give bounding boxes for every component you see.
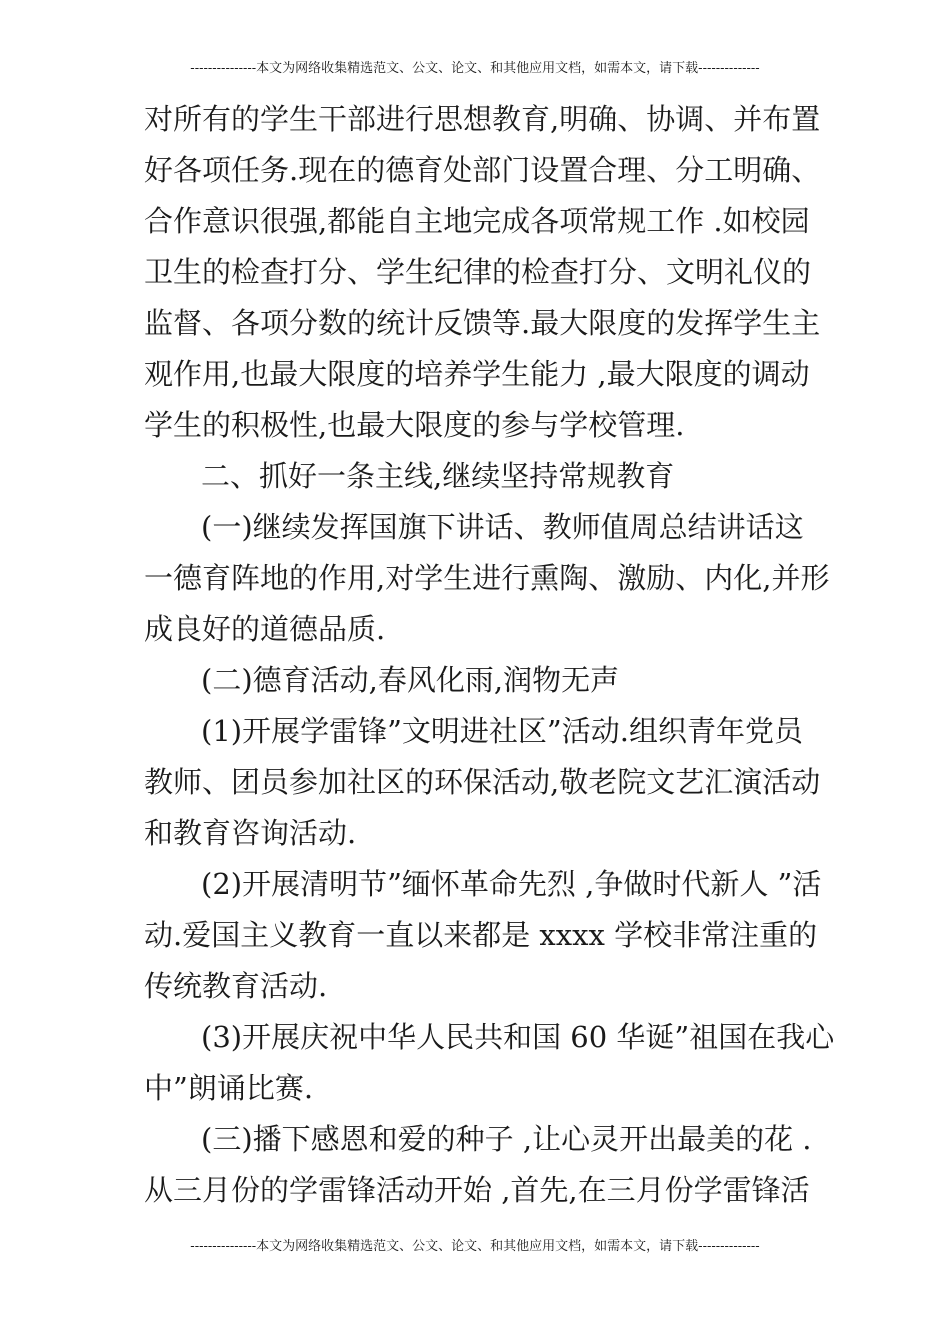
text-line: 好各项任务.现在的德育处部门设置合理、分工明确、 — [144, 153, 821, 187]
text-line: 动.爱国主义教育一直以来都是 xxxx 学校非常注重的 — [144, 918, 818, 952]
subsection-heading: (二)德育活动,春风化雨,润物无声 — [201, 663, 620, 697]
text-line: 合作意识很强,都能自主地完成各项常规工作 .如校园 — [144, 204, 810, 238]
document-body — [144, 94, 835, 1216]
text-line: 对所有的学生干部进行思想教育,明确、协调、并布置 — [144, 102, 821, 136]
text-line: (一)继续发挥国旗下讲话、教师值周总结讲话这 — [201, 510, 804, 544]
text-line: 一德育阵地的作用,对学生进行熏陶、激励、内化,并形 — [144, 561, 830, 595]
text-line: 从三月份的学雷锋活动开始 ,首先,在三月份学雷锋活 — [144, 1173, 810, 1207]
page-header: ---------------本文为网络收集精选范文、公文、论文、和其他应用文档，如需本文，请下载-------------- — [190, 61, 760, 76]
text-line: 卫生的检查打分、学生纪律的检查打分、文明礼仪的 — [144, 255, 812, 289]
text-line: (3)开展庆祝中华人民共和国 60 华诞”祖国在我心 — [201, 1020, 835, 1054]
text-line: 和教育咨询活动. — [144, 816, 357, 850]
text-line: 传统教育活动. — [144, 969, 328, 1003]
text-line: (1)开展学雷锋”文明进社区”活动.组织青年党员 — [201, 714, 803, 748]
text-line: 成良好的道德品质. — [144, 612, 386, 646]
text-line: 学生的积极性,也最大限度的参与学校管理. — [144, 408, 685, 442]
text-line: (三)播下感恩和爱的种子 ,让心灵开出最美的花 . — [201, 1122, 812, 1156]
section-heading: 二、抓好一条主线,继续坚持常规教育 — [201, 459, 675, 493]
page-footer: ---------------本文为网络收集精选范文、公文、论文、和其他应用文档，如需本文，请下载-------------- — [190, 1239, 760, 1254]
text-line: (2)开展清明节”缅怀革命先烈 ,争做时代新人 ”活 — [201, 867, 822, 901]
text-line: 监督、各项分数的统计反馈等.最大限度的发挥学生主 — [144, 306, 821, 340]
text-line: 观作用,也最大限度的培养学生能力 ,最大限度的调动 — [144, 357, 810, 391]
text-line: 教师、团员参加社区的环保活动,敬老院文艺汇演活动 — [144, 765, 821, 799]
text-line: 中”朗诵比赛. — [144, 1071, 314, 1105]
